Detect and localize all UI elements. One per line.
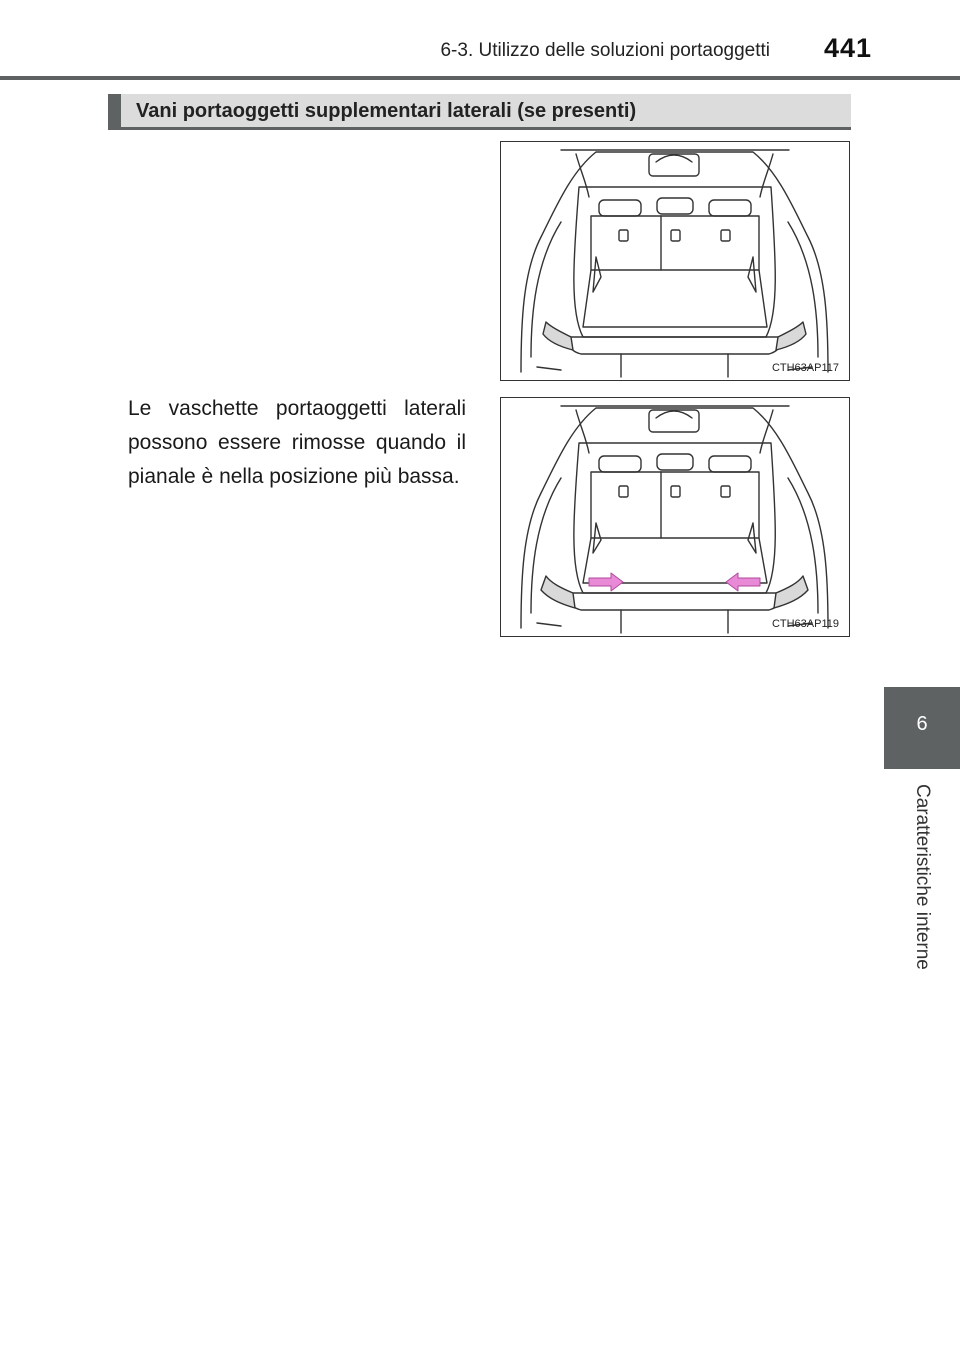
figure-code: CTH63AP117	[771, 362, 839, 374]
figure-code: CTH63AP119	[771, 618, 839, 630]
header-rule	[0, 76, 960, 80]
figure-trunk-trays	[500, 141, 850, 381]
chapter-number: 6	[916, 713, 928, 735]
section-heading	[108, 94, 851, 130]
chapter-tab	[884, 687, 960, 769]
figure-trunk-trays-removal	[500, 397, 850, 637]
page-number: 441	[823, 33, 872, 63]
chapter-title-text: Caratteristiche interne	[912, 784, 933, 970]
heading-accent-bar	[108, 94, 121, 127]
body-paragraph: Le vaschette portaoggetti laterali possono essere rimosse quando il pianale è nella posizione più bassa.	[128, 397, 466, 488]
running-header-title: 6-3. Utilizzo delle soluzioni portaoggetti	[440, 40, 770, 61]
trunk-illustration	[501, 142, 848, 379]
trunk-removal-illustration	[501, 398, 848, 635]
section-heading-text: Vani portaoggetti supplementari laterali (se presenti)	[136, 100, 637, 122]
